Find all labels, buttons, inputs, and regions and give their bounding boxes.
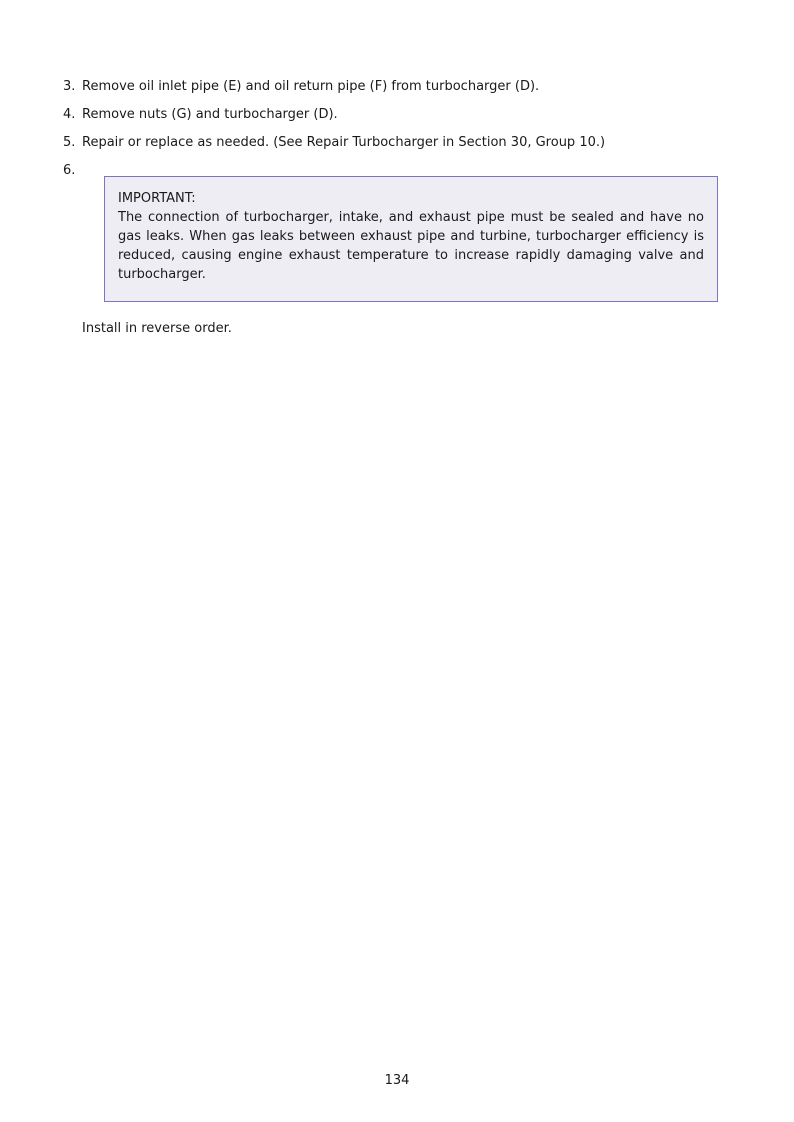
step-text: Remove nuts (G) and turbocharger (D).	[82, 107, 338, 122]
step-6	[63, 161, 82, 181]
step-number: 3.	[63, 79, 76, 94]
step-number: 4.	[63, 107, 76, 122]
install-note: Install in reverse order.	[82, 321, 232, 336]
step-text: Remove oil inlet pipe (E) and oil return pipe (F) from turbocharger (D).	[82, 79, 540, 94]
step-3	[63, 77, 539, 97]
step-5	[63, 133, 605, 153]
important-notice-box	[104, 176, 718, 302]
step-4	[63, 105, 338, 125]
important-text: The connection of turbocharger, intake, and exhaust pipe must be sealed and have no gas leaks. When gas leaks between exhaust pipe and turbine, turbocharger efficiency is reduced, causing engine exhaust temperature to increase rapidly damaging valve and turbocharger.	[118, 210, 704, 282]
step-text: Repair or replace as needed. (See Repair Turbocharger in Section 30, Group 10.)	[82, 135, 606, 150]
step-number: 6.	[63, 163, 76, 178]
step-number: 5.	[63, 135, 76, 150]
page-number: 134	[384, 1073, 410, 1088]
important-title: IMPORTANT:	[118, 191, 196, 206]
